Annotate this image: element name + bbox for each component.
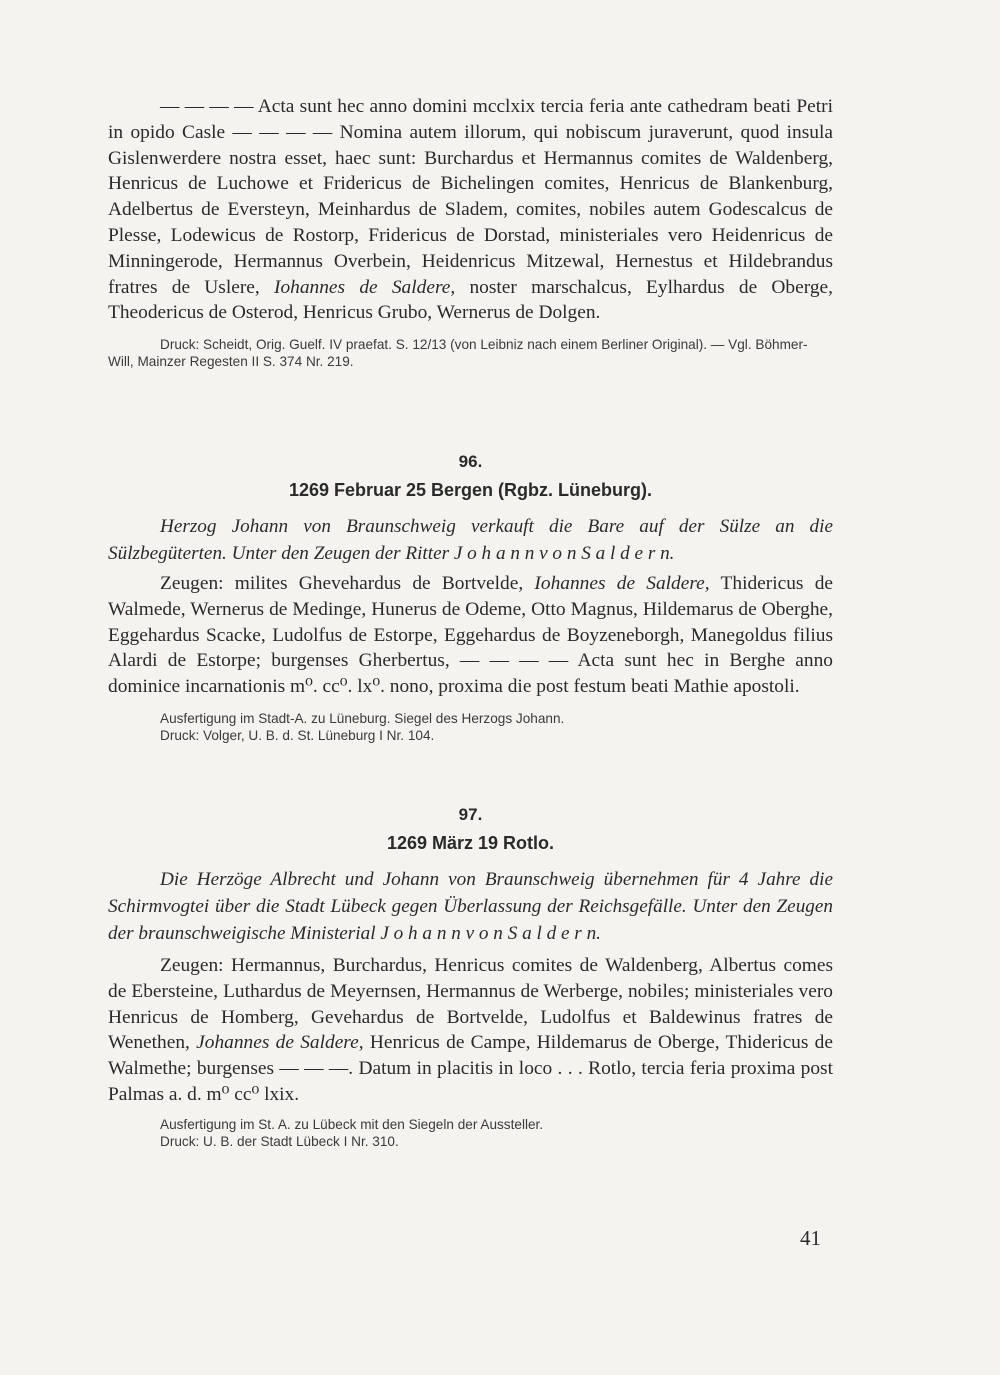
- saldere-name: Iohannes de Saldere,: [534, 573, 710, 594]
- source-note: Ausfertigung im Stadt-A. zu Lüneburg. Siegel des Herzogs Johann.: [160, 710, 565, 726]
- document-97: [108, 805, 833, 1150]
- regest: Herzog Johann von Braunschweig verkauft die Bare auf der Sülze an die Sülzbegüterten. Unter den Zeugen der Ritter J o h a n n v o n S a l d e r n.: [108, 516, 833, 564]
- witness-text: — — — — Acta sunt hec anno domini mcclxix tercia feria ante cathedram beati Petri in opido Casle — — — — Nomina autem illorum, qui nobiscum juraverunt, quod insula Gislenwerdere nostra esset, haec sunt: Burchardus et Hermannus comites de Waldenberg, Henricus de Luchowe et Fridericus de Bichelingen comites, Henricus de Blankenburg, Adelbertus de Eversteyn, Meinhardus de Sladem, comites, nobiles autem Godescalcus de Plesse, Lodewicus de Rostorp, Fridericus de Dorstad, ministeriales vero Heidenricus de Minningerode, Hermannus Overbein, Heidenricus Mitzewal, Hernestus et Hildebrandus fratres de Uslere,: [108, 96, 833, 298]
- witness-paragraph: Zeugen: milites Ghevehardus de Bortvelde, Iohannes de Saldere, Thidericus de Walmede, Wernerus de Medinge, Hunerus de Odeme, Otto Magnus, Hildemarus de Oberghe, Eggehardus Scacke, Ludolfus de Estorpe, Eggehardus de Boyzeneborgh, Manegoldus filius Alardi de Estorpe; burgenses Gherbertus, — — — — Acta sunt hec in Berghe anno dominice incarnationis m⁰. cc⁰. lx⁰. nono, proxima die post festum beati Mathie apostoli.: [108, 573, 833, 698]
- source-note: Ausfertigung im St. A. zu Lübeck mit den Siegeln der Aussteller.: [160, 1116, 544, 1132]
- document-number: 97.: [458, 805, 483, 824]
- print-note: Druck: Scheidt, Orig. Guelf. IV praefat. S. 12/13 (von Leibniz nach einem Berliner Original). — Vgl. Böhmer-Will, Mainzer Regesten II S. 374 Nr. 219.: [108, 337, 808, 370]
- document-number: 96.: [458, 452, 483, 471]
- saldern-spaced-name: J o h a n n v o n S a l d e r n.: [380, 923, 601, 944]
- saldere-name: Johannes de Saldere,: [196, 1032, 364, 1054]
- document-heading: 1269 März 19 Rotlo.: [386, 833, 555, 853]
- witness-text-end: noster marschalcus, Eylhardus de Oberge, Theodericus de Osterod, Henricus Grubo, Wernerus de Dolgen.: [108, 276, 833, 324]
- document-heading: 1269 Februar 25 Bergen (Rgbz. Lüneburg).: [288, 480, 653, 500]
- saldern-spaced-name: J o h a n n v o n S a l d e r n.: [453, 543, 675, 564]
- witness-paragraph: Zeugen: Hermannus, Burchardus, Henricus comites de Waldenberg, Albertus comes de Ebersteine, Luthardus de Meyernsen, Hermannus de Werberge, nobiles; ministeriales vero Henricus de Homberg, Gevehardus de Bortvelde, Ludolfus et Baldewinus fratres de Wenethen, Johannes de Saldere, Henricus de Campe, Hildemarus de Oberge, Thidericus de Walmethe; burgenses — — —. Datum in placitis in loco . . . Rotlo, tercia feria proxima post Palmas a. d. m⁰ cc⁰ lxix.: [108, 955, 833, 1105]
- saldere-name: Iohannes de Saldere,: [274, 276, 456, 298]
- print-note: Druck: Volger, U. B. d. St. Lüneburg I Nr. 104.: [160, 727, 435, 743]
- document-96: [108, 452, 833, 744]
- print-note: Druck: U. B. der Stadt Lübeck I Nr. 310.: [160, 1133, 399, 1149]
- witness-paragraph: [108, 94, 833, 326]
- page-number: 41: [800, 1226, 821, 1250]
- previous-document-continuation: [108, 94, 833, 370]
- regest: Die Herzöge Albrecht und Johann von Braunschweig übernehmen für 4 Jahre die Schirmvogtei über die Stadt Lübeck gegen Überlassung der Reichsgefälle. Unter den Zeugen der braunschweigische Ministerial J o h a n n v o n S a l d e r n.: [108, 869, 833, 944]
